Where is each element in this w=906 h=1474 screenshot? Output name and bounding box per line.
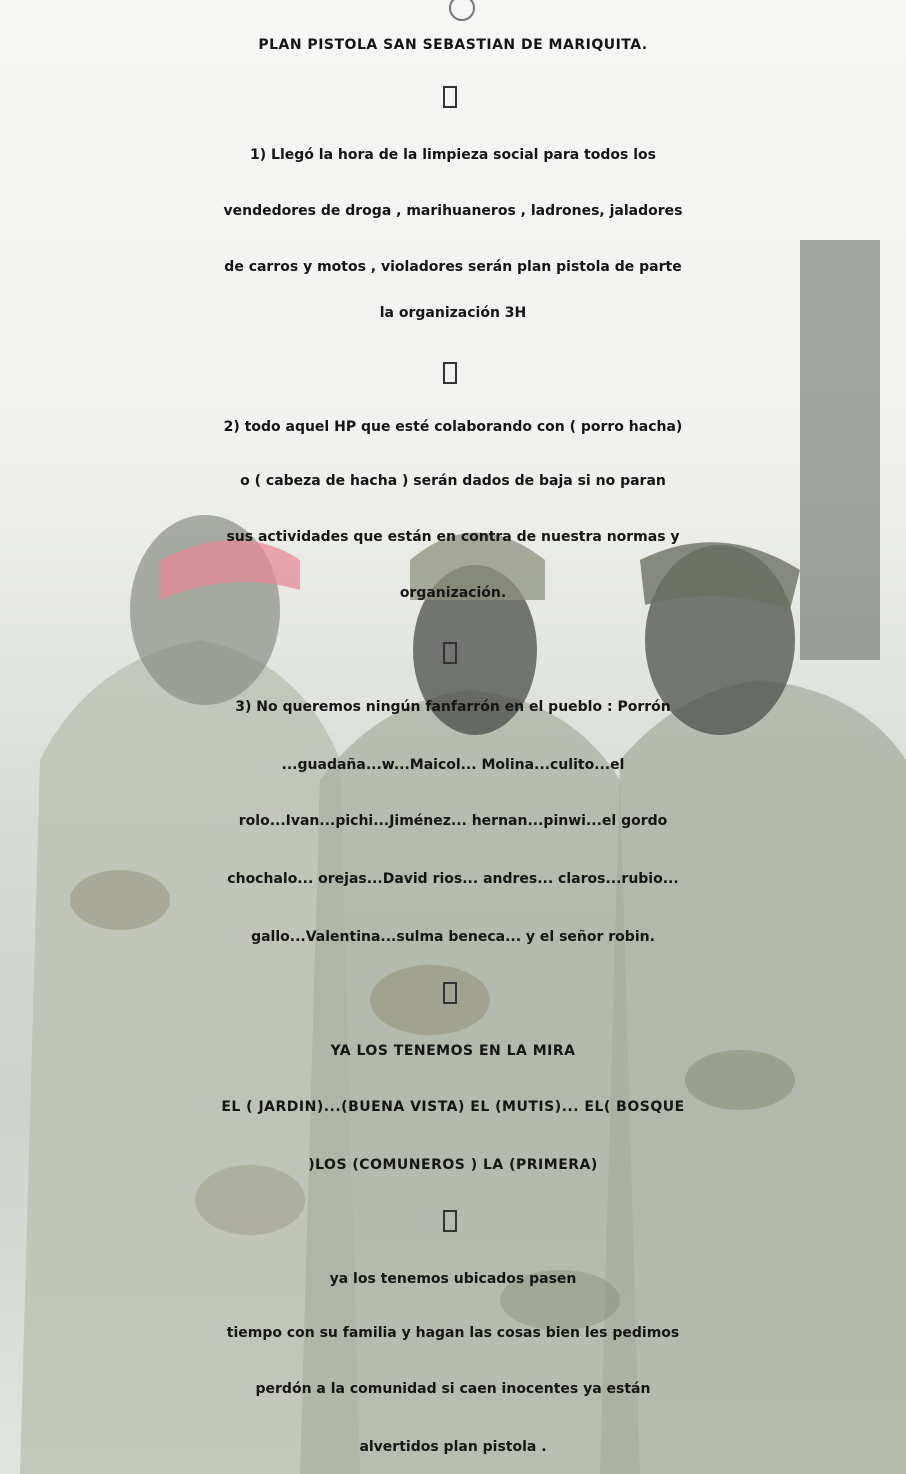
section3-line: rolo...Ivan...pichi...Jiménez... hernan...pinwi...el gordo bbox=[238, 813, 668, 829]
flyer-title: PLAN PISTOLA SAN SEBASTIAN DE MARIQUITA. bbox=[258, 37, 648, 53]
section1-line: vendedores de droga , marihuaneros , ladrones, jaladores bbox=[223, 203, 683, 219]
section4-line: )LOS (COMUNEROS ) LA (PRIMERA) bbox=[308, 1157, 598, 1173]
missing-glyph-icon bbox=[443, 362, 457, 384]
section1-line: de carros y motos , violadores serán plan pistola de parte bbox=[224, 259, 682, 275]
section5-line: alvertidos plan pistola . bbox=[359, 1439, 547, 1455]
section2-line: sus actividades que están en contra de nuestra normas y bbox=[226, 529, 680, 545]
section3-line: 3) No queremos ningún fanfarrón en el pueblo : Porrón bbox=[235, 699, 671, 715]
missing-glyph-icon bbox=[443, 1210, 457, 1232]
section5-line: perdón a la comunidad si caen inocentes ya están bbox=[255, 1381, 651, 1397]
section4-line: YA LOS TENEMOS EN LA MIRA bbox=[330, 1043, 576, 1059]
section5-line: tiempo con su familia y hagan las cosas bien les pedimos bbox=[226, 1325, 680, 1341]
section2-line: 2) todo aquel HP que esté colaborando con ( porro hacha) bbox=[223, 419, 683, 435]
section4-line: EL ( JARDIN)...(BUENA VISTA) EL (MUTIS)... EL( BOSQUE bbox=[221, 1099, 685, 1115]
section3-line: chochalo... orejas...David rios... andres... claros...rubio... bbox=[227, 871, 679, 887]
missing-glyph-icon bbox=[443, 982, 457, 1004]
missing-glyph-icon bbox=[443, 642, 457, 664]
missing-glyph-icon bbox=[443, 86, 457, 108]
section2-line: o ( cabeza de hacha ) serán dados de baja si no paran bbox=[240, 473, 666, 489]
section5-line: ya los tenemos ubicados pasen bbox=[329, 1271, 577, 1287]
section3-line: ...guadaña...w...Maicol... Molina...culito...el bbox=[281, 757, 625, 773]
section1-line: 1) Llegó la hora de la limpieza social para todos los bbox=[250, 147, 656, 163]
section2-line: organización. bbox=[399, 585, 507, 601]
section3-line: gallo...Valentina...sulma beneca... y el señor robin. bbox=[251, 929, 655, 945]
section1-line: la organización 3H bbox=[379, 305, 527, 321]
